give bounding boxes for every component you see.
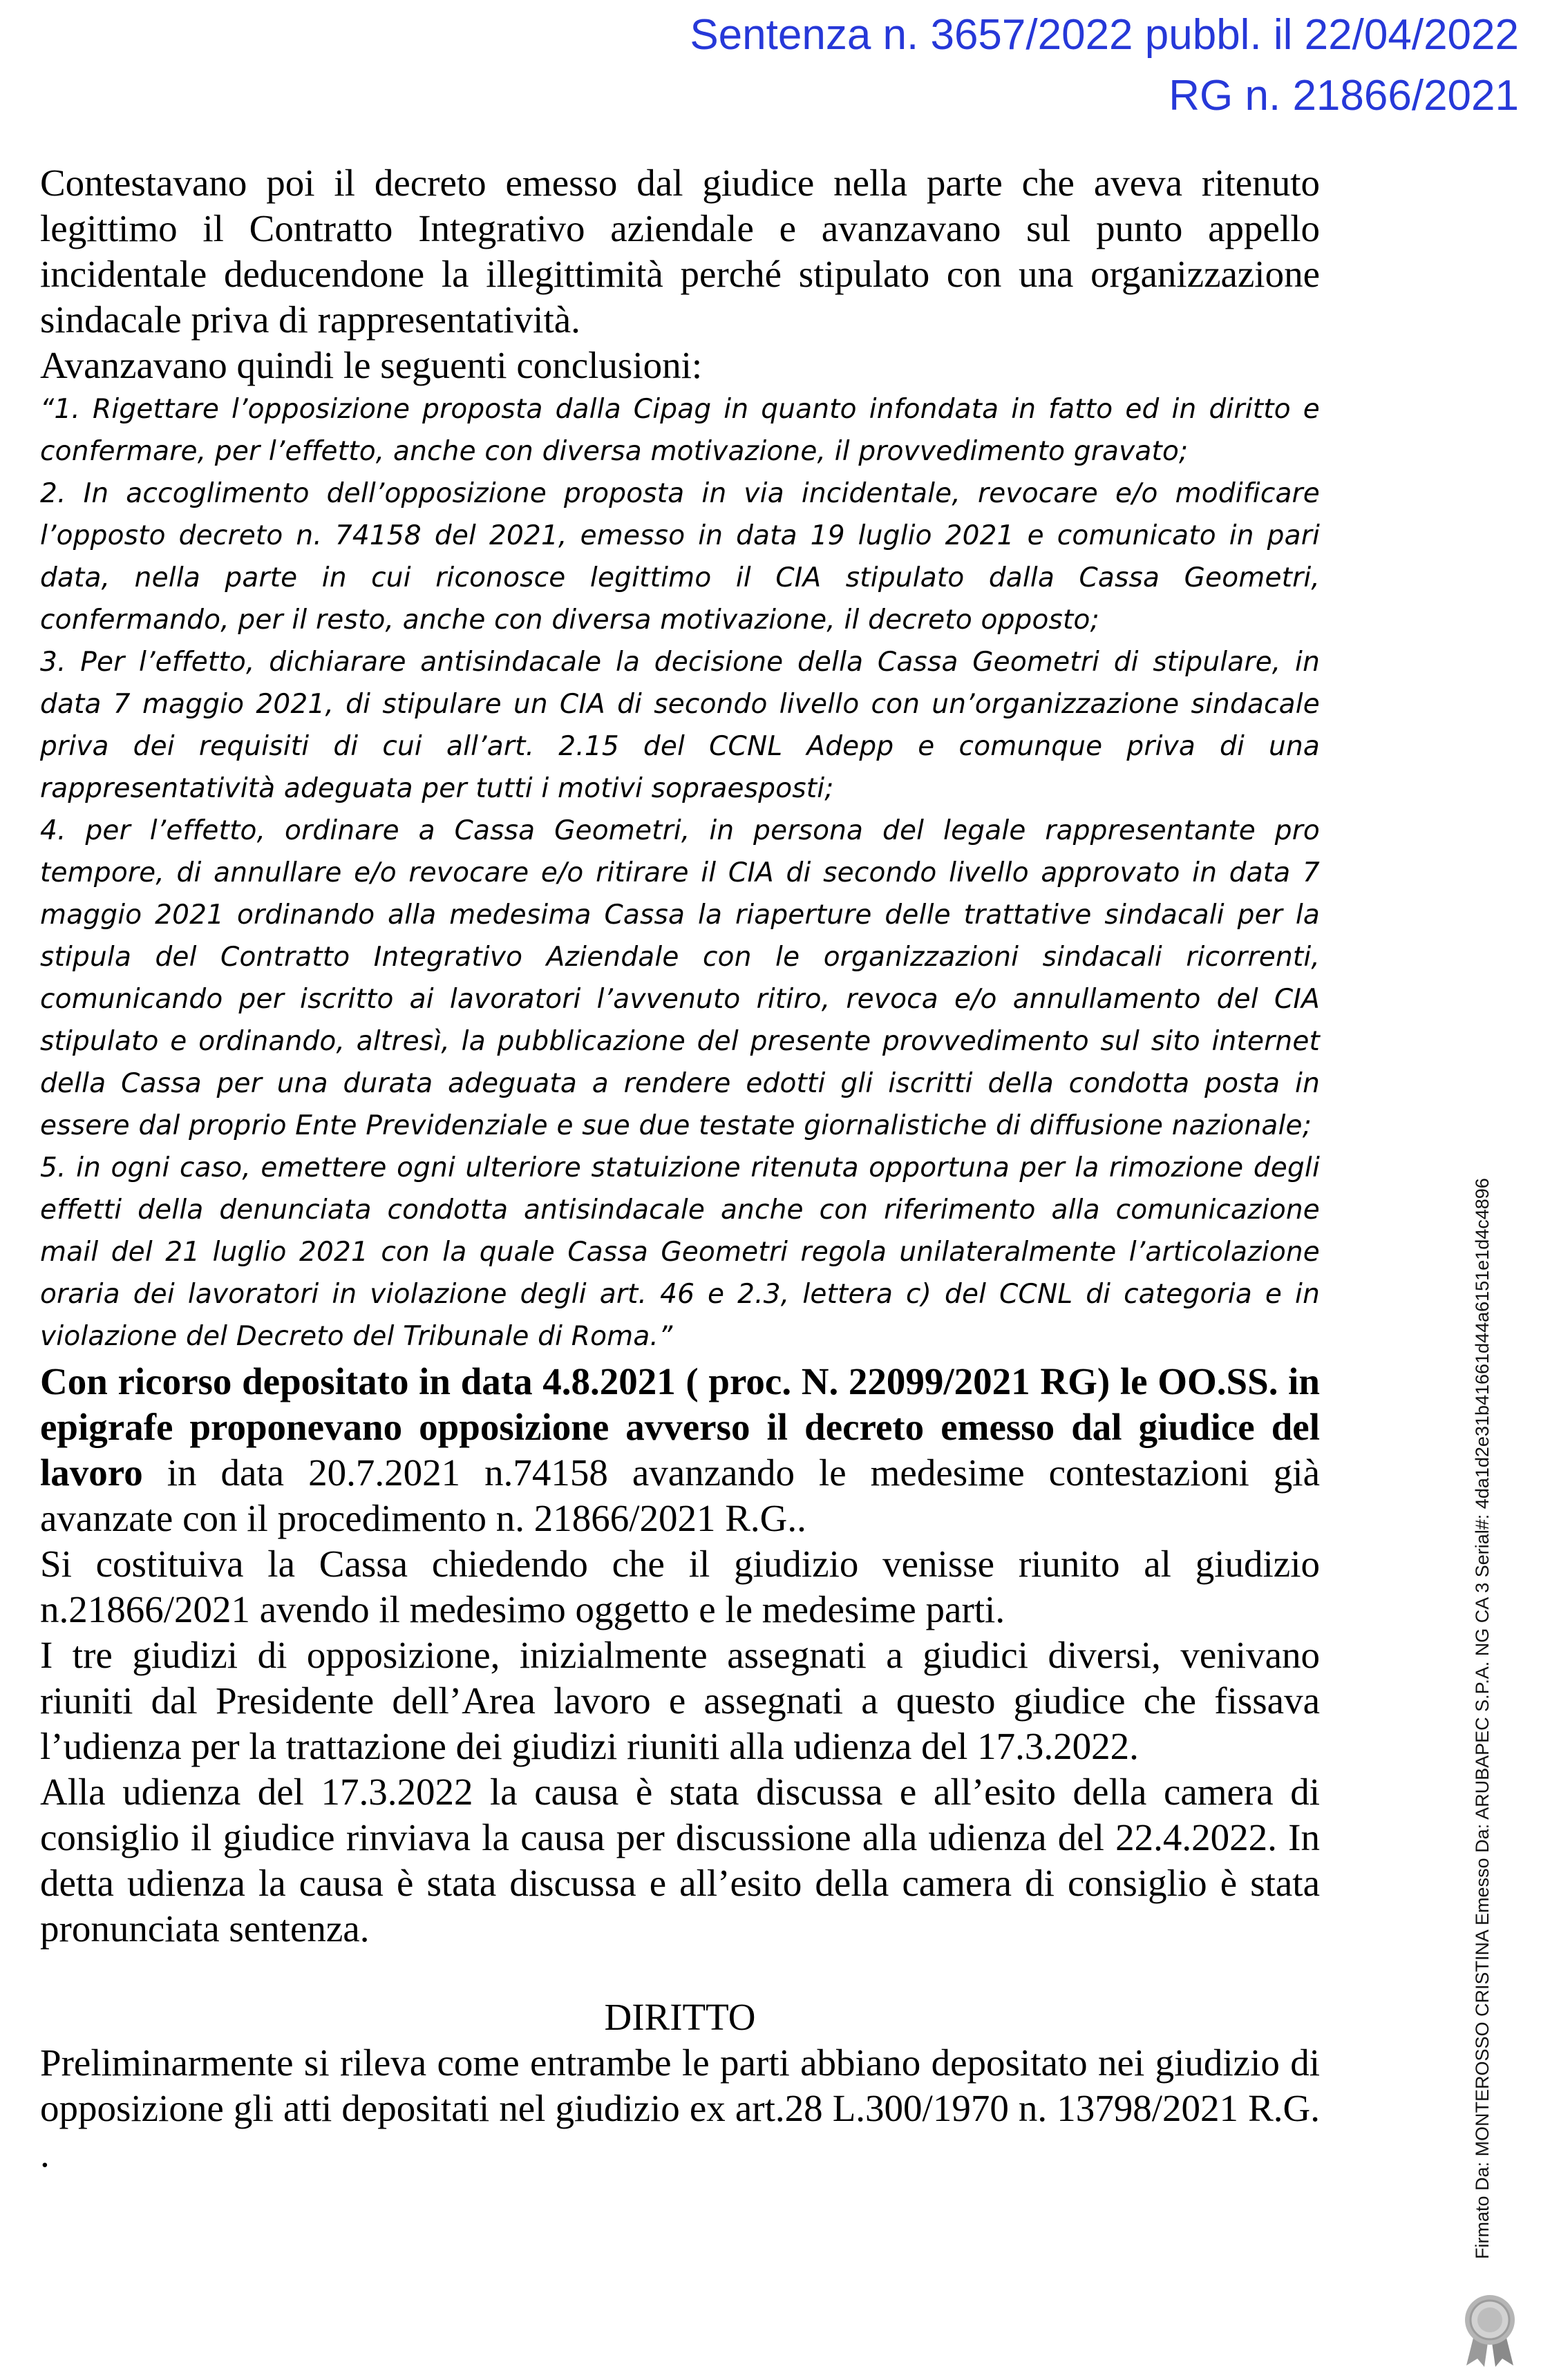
conclusione-2: 2. In accoglimento dell’opposizione proposta in via incidentale, revocare e/o modificare l’opposto decreto n. 74158 del 2021, emesso in data 19 luglio 2021 e comunicato in pari data, nella parte in cui riconosce legittimo il CIA stipulato dalla Cassa Geometri, confermando, per il resto, anche con diversa motivazione, il decreto opposto; xyxy=(40,478,1320,636)
document-body xyxy=(40,160,1320,2177)
ricorso-rest-text: in data 20.7.2021 n.74158 avanzando le medesime contestazioni già avanzate con il procedimento n. 21866/2021 R.G.. xyxy=(40,1451,1320,1539)
conclusione-5: 5. in ogni caso, emettere ogni ulteriore statuizione ritenuta opportuna per la rimozione degli effetti della denunciata condotta antisindacale anche con riferimento alla comunicazione mail del 21 luglio 2021 con la quale Cassa Geometri regola unilateralmente l’articolazione oraria dei lavoratori in violazione degli art. 46 e 2.3, lettera c) del CCNL di categoria e in violazione del Decreto del Tribunale di Roma.” xyxy=(40,1152,1320,1352)
conclusioni-list xyxy=(40,388,1320,1358)
conclusione-3: 3. Per l’effetto, dichiarare antisindacale la decisione della Cassa Geometri di stipulare, in data 7 maggio 2021, di stipulare un CIA di secondo livello con un’organizzazione sindacale priva dei requisiti di cui all’art. 2.15 del CCNL Adepp e comunque priva di una rappresentatività adeguata per tutti i motivi sopraesposti; xyxy=(40,647,1320,804)
section-heading-diritto: DIRITTO xyxy=(604,1996,756,2038)
paragraph-preliminarmente: Preliminarmente si rileva come entrambe le parti abbiano depositato nei giudizio di opposizione gli atti depositati nel giudizio ex art.28 L.300/1970 n. 13798/2021 R.G. . xyxy=(40,2041,1320,2175)
spacer xyxy=(40,1952,1320,1995)
paragraph-riunione: I tre giudizi di opposizione, inizialmente assegnati a giudici diversi, venivano riuniti dal Presidente dell’Area lavoro e assegnati a questo giudice che fissava l’udienza per la trattazione dei giudizi riuniti alla udienza del 17.3.2022. xyxy=(40,1634,1320,1767)
sentence-number-stamp: Sentenza n. 3657/2022 pubbl. il 22/04/2022 xyxy=(690,11,1519,59)
case-number-stamp: RG n. 21866/2021 xyxy=(1169,72,1519,120)
paragraph-udienza: Alla udienza del 17.3.2022 la causa è stata discussa e all’esito della camera di consiglio il giudice rinviava la causa per discussione alla udienza del 22.4.2022. In detta udienza la causa è stata discussa e all’esito della camera di consiglio è stata pronunciata sentenza. xyxy=(40,1771,1320,1950)
conclusione-1: “1. Rigettare l’opposizione proposta dalla Cipag in quanto infondata in fatto ed in diritto e confermare, per l’effetto, anche con diversa motivazione, il provvedimento gravato; xyxy=(40,394,1320,467)
paragraph-costituzione: Si costituiva la Cassa chiedendo che il giudizio venisse riunito al giudizio n.21866/2021 avendo il medesimo oggetto e le medesime parti. xyxy=(40,1543,1320,1630)
seal-ribbon-icon xyxy=(1457,2292,1523,2368)
ricorso-bold-text: Con ricorso depositato in data 4.8.2021 ( proc. N. 22099/2021 RG) le OO.SS. in epigrafe proponevano opposizione avverso il decreto emesso dal giudice del lavoro xyxy=(40,1360,1320,1494)
digital-signature-text: Firmato Da: MONTEROSSO CRISTINA Emesso Da: ARUBAPEC S.P.A. NG CA 3 Serial#: 4da1d2e31b41661d44a6151e1d4c4896 xyxy=(1472,1178,1493,2259)
paragraph-contestazioni: Contestavano poi il decreto emesso dal giudice nella parte che aveva ritenuto legittimo il Contratto Integrativo aziendale e avanzavano sul punto appello incidentale deducendone la illegittimità perché stipulato con una organizzazione sindacale priva di rappresentatività. xyxy=(40,162,1320,341)
conclusione-4: 4. per l’effetto, ordinare a Cassa Geometri, in persona del legale rappresentante pro tempore, di annullare e/o revocare e/o ritirare il CIA di secondo livello approvato in data 7 maggio 2021 ordinando alla medesima Cassa la riaperture delle trattative sindacali per la stipula del Contratto Integrativo Aziendale con le organizzazioni sindacali ricorrenti, comunicando per iscritto ai lavoratori l’avvenuto ritiro, revoca e/o annullamento del CIA stipulato e ordinando, altresì, la pubblicazione del presente provvedimento sul sito internet della Cassa per una durata adeguata a rendere edotti gli iscritti della condotta posta in essere dal proprio Ente Previdenziale e sue due testate giornalistiche di diffusione nazionale; xyxy=(40,815,1320,1141)
paragraph-conclusioni-intro: Avanzavano quindi le seguenti conclusioni: xyxy=(40,344,703,386)
paragraph-ricorso xyxy=(40,1359,1320,1541)
